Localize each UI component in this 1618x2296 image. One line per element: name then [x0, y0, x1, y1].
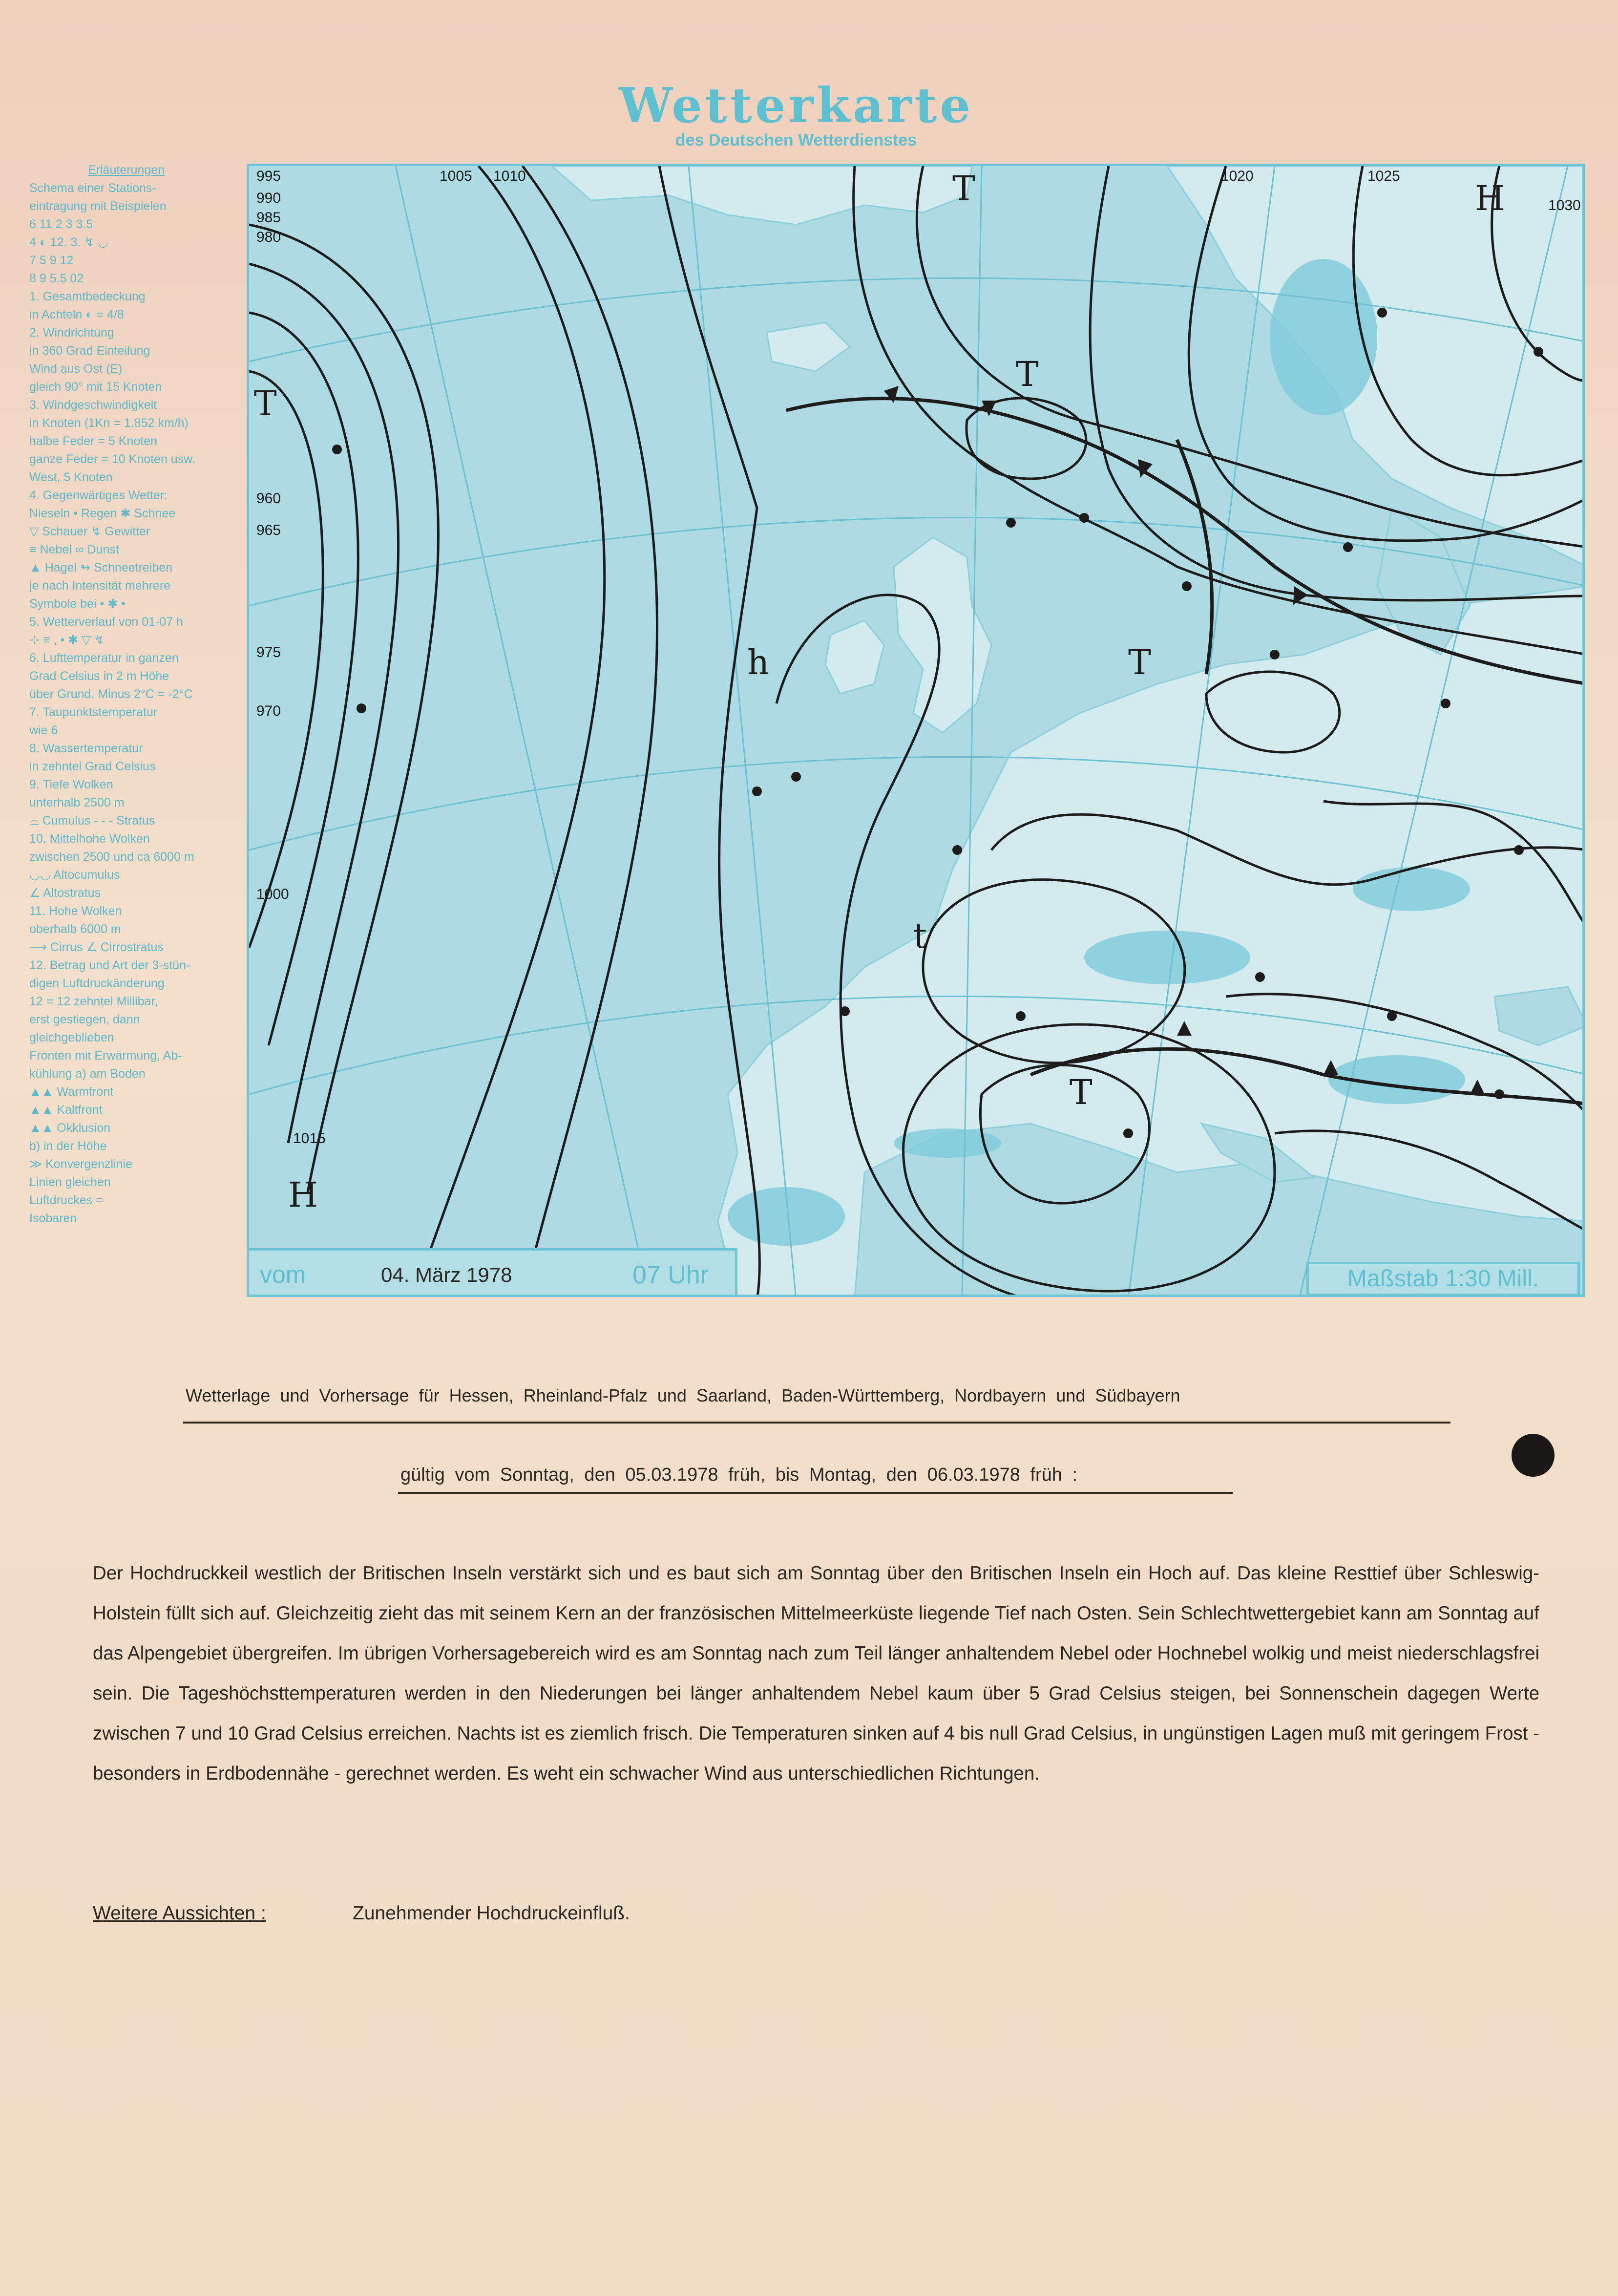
- station-dot: [1441, 699, 1450, 708]
- land-masses: [552, 166, 1585, 1297]
- isobar-label: 960: [256, 490, 281, 507]
- isobar-label: 995: [256, 168, 281, 184]
- relief-alps: [1084, 931, 1250, 984]
- legend-panel: [29, 161, 252, 1314]
- land-ireland: [825, 620, 884, 694]
- legend-line: je nach Intensität mehrere: [29, 579, 171, 593]
- legend-line: 11. Hohe Wolken: [29, 904, 122, 918]
- pressure-center-label: T: [1128, 642, 1151, 682]
- isobar-label: 975: [256, 644, 281, 660]
- front-triangle: [884, 386, 899, 403]
- station-dot: [1514, 845, 1524, 855]
- isobar-label: 980: [256, 229, 281, 245]
- weather-map: [247, 164, 1585, 1297]
- legend-line: ▲ Hagel ↬ Schneetreiben: [29, 561, 173, 574]
- station-dot: [1494, 1089, 1504, 1099]
- legend-line: 8 9 5.5 02: [29, 272, 84, 285]
- isobar-label: 990: [256, 190, 281, 206]
- legend-line: wie 6: [29, 723, 58, 737]
- map-footer: [247, 1248, 1585, 1297]
- legend-line: zwischen 2500 und ca 6000 m: [29, 850, 194, 864]
- legend-line: ▲▲ Kaltfront: [29, 1103, 103, 1117]
- legend-line: gleich 90° mit 15 Knoten: [29, 380, 162, 394]
- outlook-value: Zunehmender Hochdruckeinfluß.: [353, 1903, 630, 1924]
- legend-line: 4 ◐ 12. 3. ↯ ◡: [29, 235, 109, 249]
- legend-line: 8. Wassertemperatur: [29, 742, 143, 755]
- station-dot: [840, 1006, 850, 1016]
- legend-heading: Erläuterungen: [88, 163, 165, 177]
- legend-line: b) in der Höhe: [29, 1139, 107, 1153]
- station-dot: [1534, 347, 1543, 357]
- map-date: 04. März 1978: [381, 1263, 512, 1286]
- station-dot: [791, 772, 801, 782]
- isobar-label: 965: [256, 522, 281, 538]
- legend-line: gleichgeblieben: [29, 1031, 114, 1044]
- date-box: [247, 1248, 737, 1297]
- legend-line: kühlung a) am Boden: [29, 1067, 146, 1081]
- isobar-label: 1030: [1548, 197, 1581, 213]
- legend-line: Nieseln • Regen ✱ Schnee: [29, 507, 176, 520]
- station-dot: [1016, 1011, 1026, 1021]
- legend-line: 7 5 9 12: [29, 254, 74, 267]
- legend-line: ganze Feder = 10 Knoten usw.: [29, 452, 195, 466]
- punch-hole-lower: [1512, 1434, 1555, 1477]
- isobar-label: 1005: [440, 168, 472, 184]
- map-scale: Maßstab 1:30 Mill.: [1306, 1262, 1580, 1296]
- legend-line: 12. Betrag und Art der 3-stün-: [29, 958, 190, 972]
- legend-line: eintragung mit Beispielen: [29, 199, 167, 213]
- station-dot: [1255, 972, 1265, 982]
- isobar-label: 1015: [293, 1130, 326, 1147]
- legend-line: 12 = 12 zehntel Millibar,: [29, 995, 158, 1008]
- pressure-center-label: T: [952, 169, 975, 209]
- legend-line: 10. Mittelhohe Wolken: [29, 832, 150, 846]
- legend-line: 2. Windrichtung: [29, 326, 114, 340]
- station-dot: [332, 445, 342, 454]
- isobar-label: 985: [256, 210, 281, 226]
- legend-line: 4. Gegenwärtiges Wetter:: [29, 489, 168, 502]
- station-dot: [1343, 542, 1353, 552]
- legend-line: Linien gleichen: [29, 1175, 111, 1189]
- legend-line: digen Luftdruckänderung: [29, 977, 165, 990]
- legend-lines: [29, 179, 252, 1228]
- station-dot: [1006, 518, 1016, 528]
- legend-line: ◡◡ Altocumulus: [29, 868, 120, 882]
- outlook-label: Weitere Aussichten :: [93, 1903, 266, 1924]
- pressure-center-label: t: [913, 916, 927, 956]
- legend-line: Schema einer Stations-: [29, 181, 156, 195]
- legend-line: ≡ Nebel ∞ Dunst: [29, 543, 119, 556]
- page-title: Wetterkarte: [619, 78, 973, 134]
- isobar-label: 1000: [256, 886, 289, 902]
- legend-line: Luftdruckes =: [29, 1193, 103, 1207]
- legend-line: über Grund. Minus 2°C = -2°C: [29, 687, 193, 701]
- station-dot: [1079, 513, 1089, 523]
- relief-carpathians: [1353, 867, 1470, 911]
- station-dot: [1377, 308, 1387, 318]
- station-dot: [952, 845, 962, 855]
- heading-rule: [183, 1422, 1450, 1424]
- forecast-body: Der Hochdruckkeil westlich der Britischen Inseln verstärkt sich und es baut sich am Sonntag über den Britischen Inseln ein Hoch auf. Das kleine Resttief über Schleswig-Holstein füllt sich auf. Gleichzeitig zieht das mit seinem Kern an der französischen Mittelmeerküste liegende Tief nach Osten. Sein Schlechtwettergebiet kann am Sonntag auf das Alpengebiet übergreifen. Im übrigen Vorhersagebereich wird es am Sonntag nach zum Teil länger anhaltendem Nebel oder Hochnebel wolkig und meist niederschlagsfrei sein. Die Tageshöchsttemperaturen werden in den Niederungen bei länger anhaltendem Nebel kaum über 5 Grad Celsius steigen, bei Sonnenschein dagegen Werte zwischen 7 und 10 Grad Celsius erreichen. Nachts ist es ziemlich frisch. Die Temperaturen sinken auf 4 bis null Grad Celsius, in ungünstigen Lagen muß mit geringem Frost - besonders in Erdbodennähe - gerechnet werden. Es weht ein schwacher Wind aus unterschiedlichen Richtungen.: [93, 1563, 1539, 1784]
- validity-rule: [398, 1492, 1233, 1494]
- page-subtitle: des Deutschen Wetterdienstes: [675, 131, 917, 149]
- legend-line: unterhalb 2500 m: [29, 796, 125, 809]
- legend-line: in Achteln ◐ = 4/8: [29, 308, 124, 321]
- isobar-label: 1025: [1367, 168, 1400, 184]
- isobar-label: 1010: [493, 168, 526, 184]
- weather-map-drawing: [249, 166, 1585, 1297]
- legend-line: 6. Lufttemperatur in ganzen: [29, 651, 179, 665]
- legend-line: Symbole bei • ✱ •: [29, 597, 126, 611]
- legend-line: Isobaren: [29, 1212, 77, 1225]
- legend-line: 3. Windgeschwindigkeit: [29, 398, 157, 412]
- pressure-center-label: h: [747, 642, 770, 682]
- station-dot: [357, 703, 366, 713]
- vom-label: vom: [260, 1261, 306, 1288]
- legend-line: ⌓ Cumulus - - - Stratus: [29, 814, 155, 828]
- legend-line: 1. Gesamtbedeckung: [29, 290, 146, 303]
- isobar: [425, 166, 605, 1265]
- isobar-label: 970: [256, 703, 281, 719]
- legend-line: in Knoten (1Kn = 1.852 km/h): [29, 416, 189, 430]
- legend-line: ▽ Schauer ↯ Gewitter: [29, 525, 150, 538]
- pressure-center-label: T: [254, 383, 277, 424]
- validity-heading: gültig vom Sonntag, den 05.03.1978 früh, bis Montag, den 06.03.1978 früh :: [400, 1465, 1078, 1485]
- legend-line: erst gestiegen, dann: [29, 1013, 140, 1026]
- pressure-center-label: T: [1070, 1072, 1093, 1112]
- legend-line: 7. Taupunktstemperatur: [29, 705, 158, 719]
- legend-line: oberhalb 6000 m: [29, 922, 121, 936]
- legend-line: ⊹ ≡ , • ✱ ▽ ↯: [29, 633, 105, 647]
- legend-line: West, 5 Knoten: [29, 470, 113, 484]
- legend-line: ▲▲ Warmfront: [29, 1085, 114, 1099]
- legend-line: 6 11 2 3 3.5: [29, 217, 93, 231]
- legend-line: 5. Wetterverlauf von 01-07 h: [29, 615, 183, 629]
- land-greenland: [552, 166, 972, 225]
- station-dot: [1270, 650, 1280, 659]
- legend-line: Wind aus Ost (E): [29, 362, 123, 376]
- station-dot: [1182, 581, 1192, 591]
- legend-line: ∠ Altostratus: [29, 886, 101, 900]
- front-line: [1177, 440, 1212, 674]
- legend-line: in zehntel Grad Celsius: [29, 760, 156, 773]
- legend-line: 9. Tiefe Wolken: [29, 778, 113, 791]
- station-dot: [1123, 1128, 1133, 1138]
- legend-line: ⟶ Cirrus ∠ Cirrostratus: [29, 940, 164, 954]
- legend-line: in 360 Grad Einteilung: [29, 344, 150, 358]
- legend-line: halbe Feder = 5 Knoten: [29, 434, 157, 448]
- region-heading: Wetterlage und Vorhersage für Hessen, Rheinland-Pfalz und Saarland, Baden-Württemberg, Nordbayern und Südbayern: [186, 1385, 1180, 1405]
- pressure-center-label: H: [1475, 178, 1505, 218]
- land-iceland: [767, 322, 850, 371]
- isobar-label: 1020: [1221, 168, 1254, 184]
- pressure-center-label: H: [288, 1175, 318, 1215]
- legend-line: ≫ Konvergenzlinie: [29, 1157, 133, 1171]
- legend-line: Fronten mit Erwärmung, Ab-: [29, 1049, 182, 1063]
- map-time: 07 Uhr: [632, 1261, 709, 1289]
- legend-line: Grad Celsius in 2 m Höhe: [29, 669, 169, 683]
- pressure-center-label: T: [1016, 354, 1039, 394]
- station-dot: [752, 787, 762, 796]
- legend-line: ▲▲ Okklusion: [29, 1121, 111, 1135]
- land-britain: [894, 537, 991, 733]
- station-dot: [1387, 1011, 1397, 1021]
